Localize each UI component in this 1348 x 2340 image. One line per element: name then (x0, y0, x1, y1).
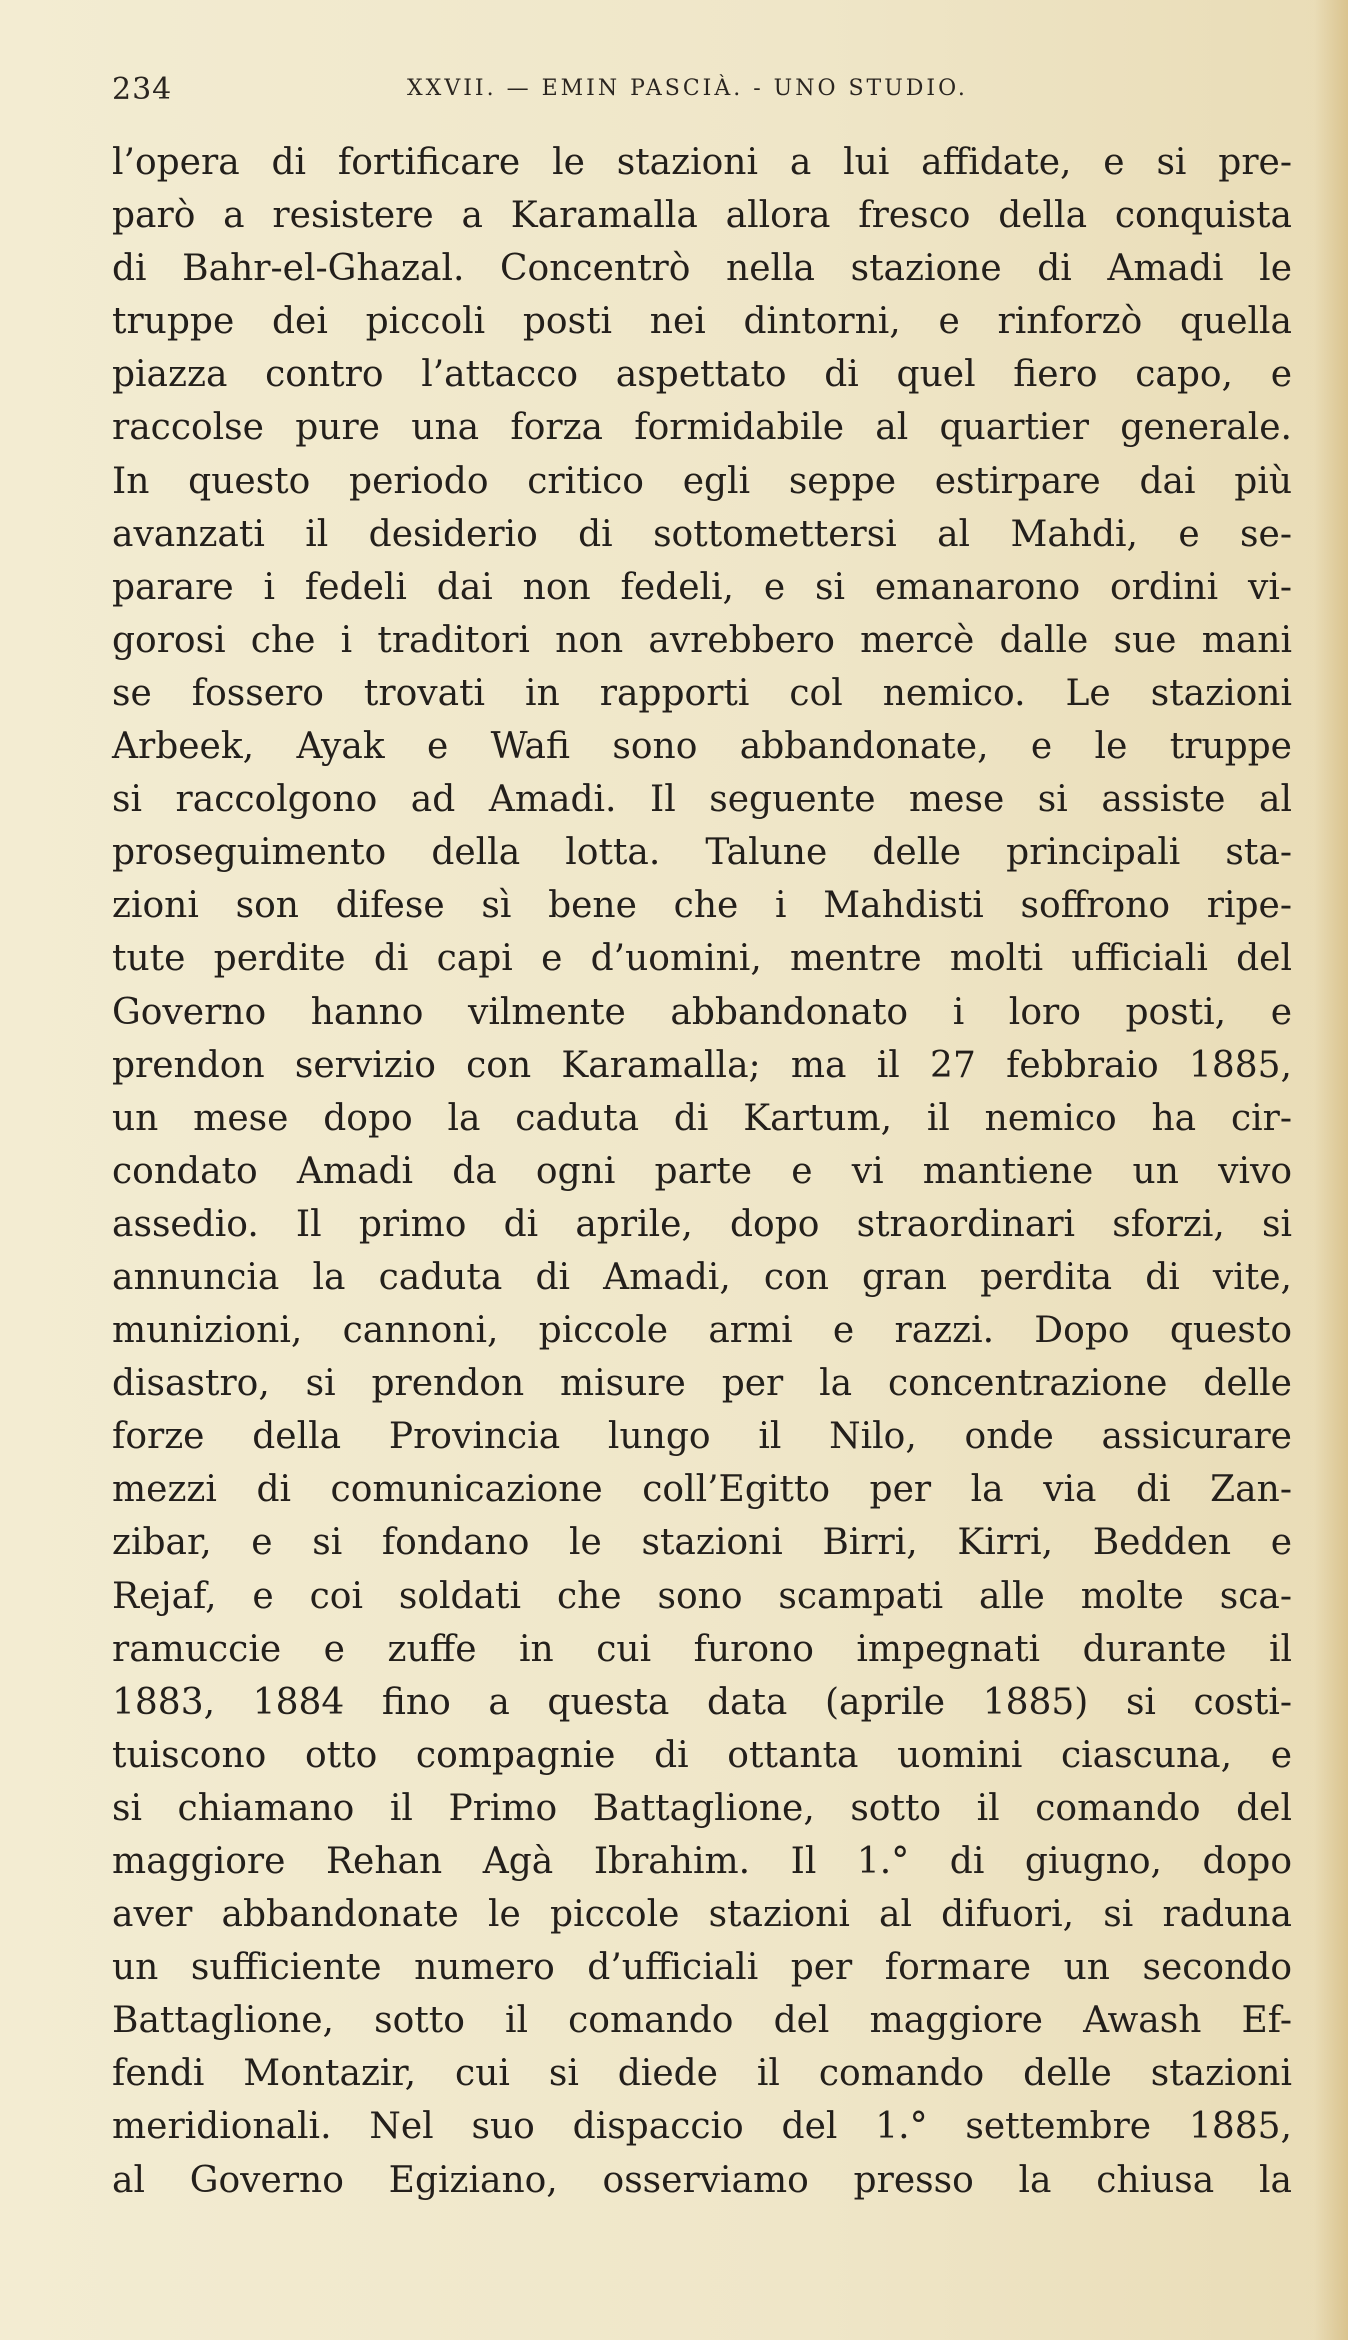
page-header (112, 72, 1292, 112)
text-line: maggiore Rehan Agà Ibrahim. Il 1.° di giugno, dopo (112, 1841, 1292, 1882)
running-head: XXVII. — EMIN PASCIÀ. - UNO STUDIO. (407, 76, 968, 101)
text-line: ramuccie e zuffe in cui furono impegnati durante il (112, 1628, 1292, 1670)
text-line: si chiamano il Primo Battaglione, sotto il comando del (112, 1787, 1292, 1829)
text-line: al Governo Egiziano, osserviamo presso la chiusa la (112, 2159, 1292, 2201)
text-line: condato Amadi da ogni parte e vi mantiene un vivo (112, 1150, 1292, 1192)
text-line: se fossero trovati in rapporti col nemico. Le stazioni (112, 672, 1292, 714)
page-edge-shadow (1314, 0, 1348, 2340)
text-line: l’opera di fortificare le stazioni a lui affidate, e si pre- (112, 142, 1292, 183)
text-line: munizioni, cannoni, piccole armi e razzi. Dopo questo (112, 1310, 1292, 1352)
text-line: In questo periodo critico egli seppe estirpare dai più (112, 460, 1292, 502)
text-line: zibar, e si fondano le stazioni Birri, Kirri, Bedden e (112, 1522, 1292, 1564)
text-line: tute perdite di capi e d’uomini, mentre molti ufficiali del (112, 938, 1292, 980)
text-line: di Bahr-el-Ghazal. Concentrò nella stazione di Amadi le (112, 248, 1292, 290)
text-line: gorosi che i traditori non avrebbero mercè dalle sue mani (112, 619, 1292, 661)
text-line: annuncia la caduta di Amadi, con gran perdita di vite, (112, 1256, 1292, 1298)
text-line: tuiscono otto compagnie di ottanta uomini ciascuna, e (112, 1734, 1292, 1776)
text-line: forze della Provincia lungo il Nilo, onde assicurare (112, 1416, 1292, 1458)
text-line: si raccolgono ad Amadi. Il seguente mese si assiste al (112, 779, 1292, 821)
text-line: Rejaf, e coi soldati che sono scampati alle molte sca- (112, 1575, 1292, 1617)
text-line: parò a resistere a Karamalla allora fresco della conquista (112, 195, 1292, 237)
text-line: Governo hanno vilmente abbandonato i loro posti, e (112, 991, 1292, 1033)
text-line: Arbeek, Ayak e Wafi sono abbandonate, e le truppe (112, 726, 1292, 768)
text-line: assedio. Il primo di aprile, dopo straordinari sforzi, si (112, 1203, 1292, 1245)
text-line: fendi Montazir, cui si diede il comando delle stazioni (112, 2053, 1292, 2095)
text-line: raccolse pure una forza formidabile al quartier generale. (112, 407, 1292, 449)
text-line: mezzi di comunicazione coll’Egitto per la via di Zan- (112, 1469, 1292, 1511)
text-line: prendon servizio con Karamalla; ma il 27 febbraio 1885, (112, 1044, 1292, 1086)
text-line: zioni son difese sì bene che i Mahdisti soffrono ripe- (112, 885, 1292, 927)
text-line: truppe dei piccoli posti nei dintorni, e rinforzò quella (112, 301, 1292, 343)
text-line: un sufficiente numero d’ufficiali per formare un secondo (112, 1947, 1292, 1989)
text-line: Battaglione, sotto il comando del maggiore Awash Ef- (112, 2000, 1292, 2042)
text-line: piazza contro l’attacco aspettato di quel fiero capo, e (112, 354, 1292, 396)
text-line: avanzati il desiderio di sottomettersi al Mahdi, e se- (112, 513, 1292, 555)
text-line: aver abbandonate le piccole stazioni al difuori, si raduna (112, 1894, 1292, 1936)
page-number: 234 (112, 72, 173, 107)
text-line: parare i fedeli dai non fedeli, e si emanarono ordini vi- (112, 566, 1292, 608)
body-text (112, 136, 1292, 2207)
text-line: 1883, 1884 fino a questa data (aprile 1885) si costi- (112, 1681, 1292, 1723)
text-line: meridionali. Nel suo dispaccio del 1.° settembre 1885, (112, 2106, 1292, 2148)
text-line: disastro, si prendon misure per la concentrazione delle (112, 1363, 1292, 1405)
text-line: un mese dopo la caduta di Kartum, il nemico ha cir- (112, 1097, 1292, 1139)
text-line: proseguimento della lotta. Talune delle principali sta- (112, 832, 1292, 874)
